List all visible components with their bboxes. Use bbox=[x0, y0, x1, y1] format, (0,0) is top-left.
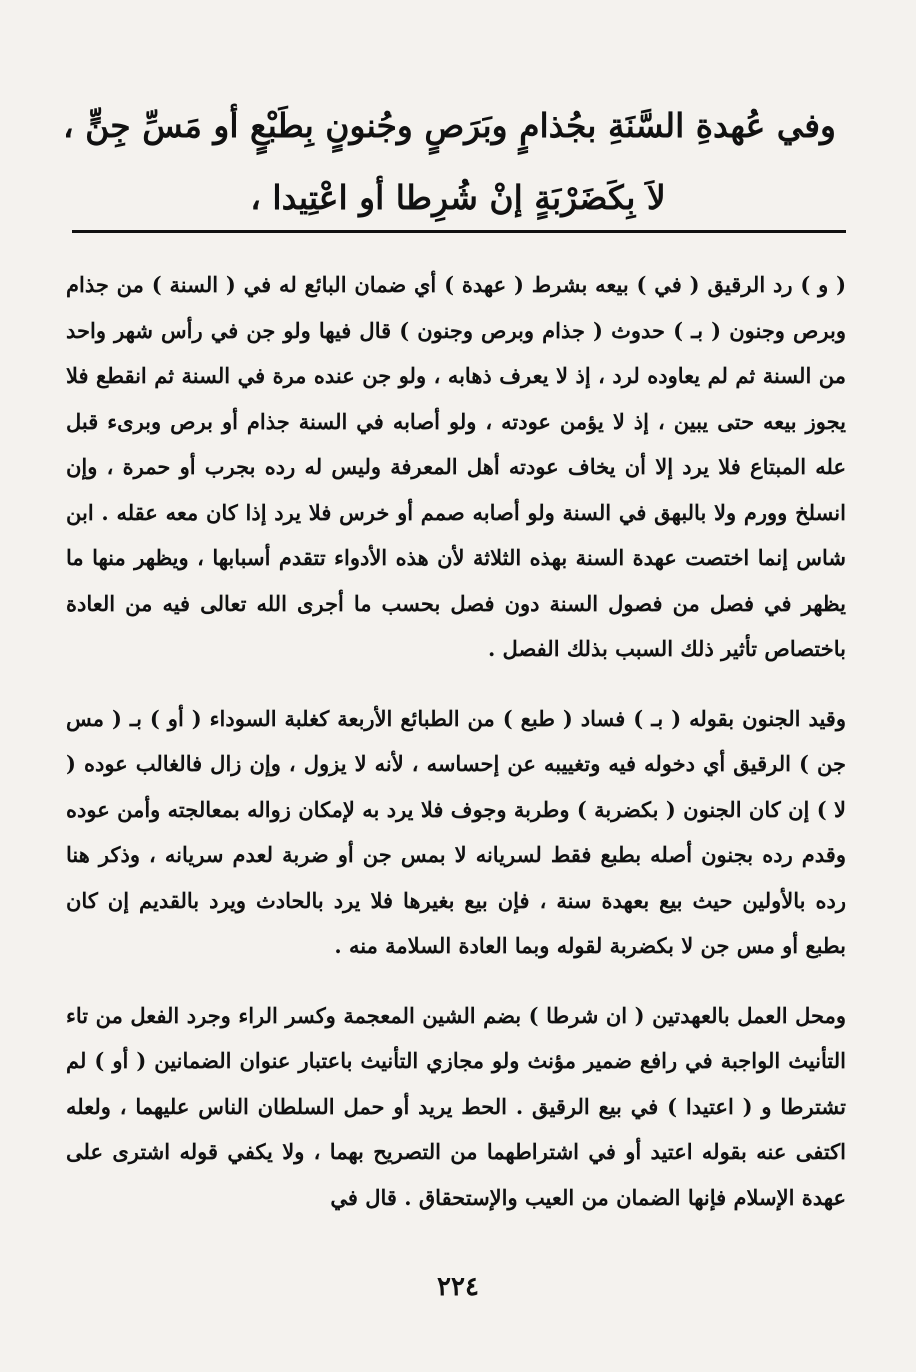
verse-heading bbox=[63, 90, 836, 234]
verse-line-2: لاَ بِكَضَرْبَةٍ إنْ شُرِطا أو اعْتِيدا ، bbox=[250, 178, 666, 217]
page-number: ٢٢٤ bbox=[437, 1272, 479, 1302]
commentary-body bbox=[66, 262, 846, 1220]
paragraph-2: وقيد الجنون بقوله ( بـ ) فساد ( طبع ) من الطبائع الأربعة كغلبة السوداء ( أو ) بـ ( مس جن ) الرقيق أي دخوله فيه وتغييبه عن إحساسه ، لأنه لا يزول ، وإن زال فالغالب عوده ( لا ) إن كان الجنون ( بكضربة ) وطربة وجوف فلا يرد به لإمكان زواله بمعالجته وأمن عوده وقدم رده بجنون أصله بطبع فقط لسريانه لا بمس جن أو ضربة لعدم سريانه ، وذكر هنا رده بالأولين حيث بيع بعهدة سنة ، فإن بيع بغيرها فلا يرد بالحادث ويرد بالقديم إن كان بطبع أو مس جن لا بكضربة لقوله وبما العادة السلامة منه . bbox=[66, 705, 846, 958]
paragraph-1: ( و ) رد الرقيق ( في ) بيعه بشرط ( عهدة ) أي ضمان البائع له في ( السنة ) من جذام وبرص وجنون ( بـ ) حدوث ( جذام وبرص وجنون ) قال فيها ولو جن في رأس شهر واحد من السنة ثم لم يعاوده لرد ، إذ لا يعرف ذهابه ، ولو جن عنده مرة في السنة ثم انقطع فلا يجوز بيعه حتى يبين ، إذ لا يؤمن عودته ، ولو أصابه في السنة جذام أو برص وبرىء قبل عله المبتاع فلا يرد إلا أن يخاف عودته أهل المعرفة وليس له رده بجرب أو حمرة ، وإن انسلخ وورم ولا بالبهق في السنة ولو أصابه صمم أو خرس فلا يرد إذا كان معه عقله . ابن شاس إنما اختصت عهدة السنة بهذه الثلاثة لأن هذه الأدواء تتقدم أسبابها ، ويظهر منها ما يظهر في فصل من فصول السنة دون فصل بحسب ما أجرى الله تعالى فيه من العادة باختصاص تأثير ذلك السبب بذلك الفصل . bbox=[66, 272, 846, 661]
horizontal-rule bbox=[72, 230, 846, 233]
verse-line-1: وفي عُهدةِ السَّنَةِ بجُذامٍ وبَرَصٍ وجُنونٍ بِطَبْعٍ أو مَسِّ جِنٍّ ، bbox=[63, 106, 836, 145]
paragraph-3: ومحل العمل بالعهدتين ( ان شرطا ) بضم الشين المعجمة وكسر الراء وجرد الفعل من تاء التأنيث الواجبة في رافع ضمير مؤنث ولو مجازي التأنيث باعتبار عنوان الضمانين ( أو ) لم تشترطا و ( اعتيدا ) في بيع الرقيق . الحط يريد أو حمل السلطان الناس عليهما ، ولعله اكتفى عنه بقوله اعتيد أو في اشتراطهما من التصريح بهما ، ولا يكفي قوله اشترى على عهدة الإسلام فإنها الضمان من العيب والإستحقاق . قال في bbox=[66, 1002, 846, 1210]
